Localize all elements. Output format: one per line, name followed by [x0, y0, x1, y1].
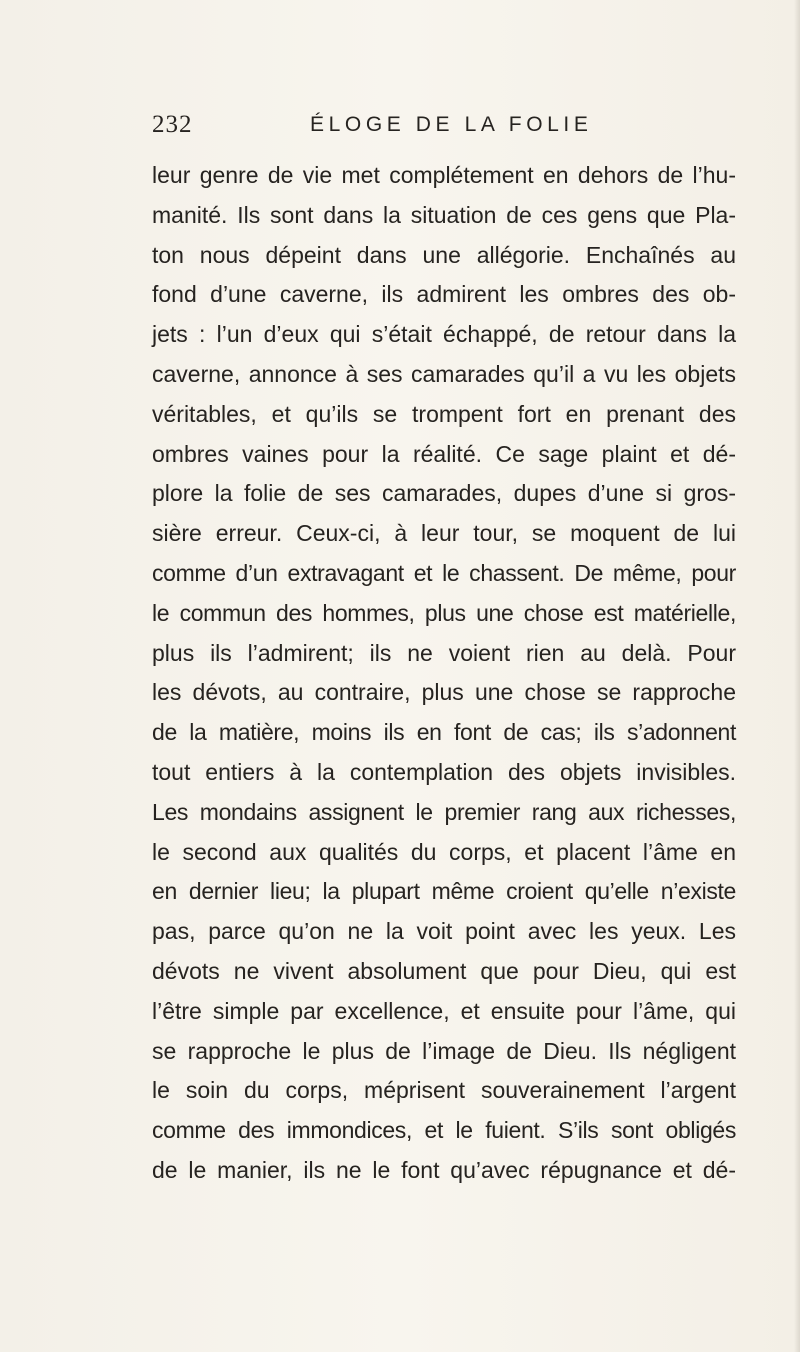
text-line: jets : l’un d’eux qui s’était échappé, de retour dans la	[152, 321, 736, 348]
text-line: plus ils l’admirent; ils ne voient rien au delà. Pour	[152, 639, 736, 666]
text-line: fond d’une caverne, ils admirent les ombres des ob-	[152, 281, 736, 308]
text-line: de la matière, moins ils en font de cas; ils s’adonnent	[152, 719, 736, 746]
text-line: dévots ne vivent absolument que pour Dieu, qui est	[152, 957, 736, 984]
text-line: l’être simple par excellence, et ensuite pour l’âme, qui	[152, 997, 736, 1024]
text-line: le commun des hommes, plus une chose est matérielle,	[152, 599, 736, 626]
text-line: plore la folie de ses camarades, dupes d’une si gros-	[152, 480, 736, 507]
text-line: véritables, et qu’ils se trompent fort en prenant des	[152, 400, 736, 427]
text-line: de le manier, ils ne le font qu’avec répugnance et dé-	[152, 1156, 736, 1183]
text-line: ton nous dépeint dans une allégorie. Enchaînés au	[152, 241, 736, 268]
running-title: ÉLOGE DE LA FOLIE	[310, 113, 593, 136]
running-head	[152, 108, 736, 142]
text-line: le second aux qualités du corps, et placent l’âme en	[152, 838, 736, 865]
page-number: 232	[152, 111, 193, 138]
text-line: sière erreur. Ceux-ci, à leur tour, se moquent de lui	[152, 520, 736, 547]
text-line: les dévots, au contraire, plus une chose se rapproche	[152, 679, 736, 706]
text-line: se rapproche le plus de l’image de Dieu. Ils négligent	[152, 1037, 736, 1064]
text-line: ombres vaines pour la réalité. Ce sage plaint et dé-	[152, 440, 736, 467]
text-line: en dernier lieu; la plupart même croient qu’elle n’existe	[152, 878, 736, 905]
text-line: manité. Ils sont dans la situation de ces gens que Pla-	[152, 201, 736, 228]
text-line: leur genre de vie met complétement en dehors de l’hu-	[152, 162, 736, 188]
text-line: le soin du corps, méprisent souverainement l’argent	[152, 1077, 736, 1104]
text-line: tout entiers à la contemplation des objets invisibles.	[152, 758, 736, 785]
text-line: pas, parce qu’on ne la voit point avec les yeux. Les	[152, 918, 736, 945]
body-text	[152, 156, 736, 1191]
text-line: comme d’un extravagant et le chassent. De même, pour	[152, 559, 736, 586]
text-line: comme des immondices, et le fuient. S’ils sont obligés	[152, 1117, 736, 1144]
page-edge-shadow	[794, 0, 800, 1352]
text-line: caverne, annonce à ses camarades qu’il a vu les objets	[152, 360, 736, 387]
text-line: Les mondains assignent le premier rang aux richesses,	[152, 798, 736, 825]
